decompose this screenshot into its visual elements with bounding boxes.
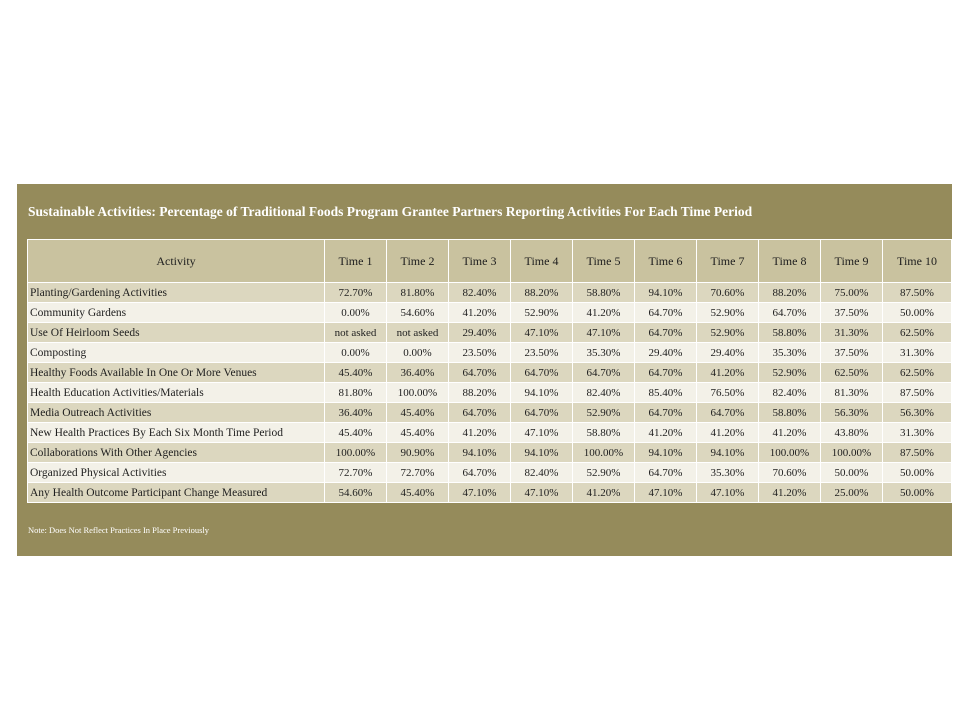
value-cell: 29.40% — [697, 343, 759, 363]
value-cell: 100.00% — [573, 443, 635, 463]
table-row — [28, 343, 952, 363]
value-cell: 64.70% — [635, 403, 697, 423]
value-cell: 23.50% — [449, 343, 511, 363]
value-cell: 54.60% — [387, 303, 449, 323]
value-cell: 82.40% — [573, 383, 635, 403]
value-cell: 94.10% — [449, 443, 511, 463]
value-cell: 56.30% — [821, 403, 883, 423]
value-cell: 72.70% — [387, 463, 449, 483]
table-row — [28, 483, 952, 503]
value-cell: 23.50% — [511, 343, 573, 363]
activity-cell: Collaborations With Other Agencies — [28, 443, 325, 463]
value-cell: 31.30% — [883, 343, 952, 363]
value-cell: 35.30% — [759, 343, 821, 363]
value-cell: 62.50% — [883, 363, 952, 383]
table-row — [28, 403, 952, 423]
value-cell: 47.10% — [511, 483, 573, 503]
value-cell: 54.60% — [325, 483, 387, 503]
value-cell: 29.40% — [635, 343, 697, 363]
column-header-time-5: Time 5 — [573, 240, 635, 283]
value-cell: 64.70% — [635, 303, 697, 323]
value-cell: 52.90% — [573, 403, 635, 423]
value-cell: 72.70% — [325, 463, 387, 483]
value-cell: 81.80% — [325, 383, 387, 403]
value-cell: 87.50% — [883, 283, 952, 303]
column-header-activity: Activity — [28, 240, 325, 283]
value-cell: 47.10% — [511, 423, 573, 443]
activity-cell: Composting — [28, 343, 325, 363]
value-cell: 50.00% — [883, 463, 952, 483]
value-cell: 47.10% — [573, 323, 635, 343]
value-cell: 64.70% — [449, 403, 511, 423]
table-row — [28, 303, 952, 323]
value-cell: 64.70% — [511, 403, 573, 423]
column-header-time-10: Time 10 — [883, 240, 952, 283]
value-cell: 47.10% — [449, 483, 511, 503]
value-cell: 62.50% — [883, 323, 952, 343]
column-header-time-1: Time 1 — [325, 240, 387, 283]
value-cell: 52.90% — [697, 303, 759, 323]
value-cell: not asked — [325, 323, 387, 343]
activity-cell: Community Gardens — [28, 303, 325, 323]
activity-cell: Any Health Outcome Participant Change Measured — [28, 483, 325, 503]
value-cell: 52.90% — [511, 303, 573, 323]
value-cell: 70.60% — [759, 463, 821, 483]
value-cell: 41.20% — [449, 303, 511, 323]
value-cell: 41.20% — [449, 423, 511, 443]
value-cell: 41.20% — [759, 423, 821, 443]
column-header-time-8: Time 8 — [759, 240, 821, 283]
value-cell: 82.40% — [449, 283, 511, 303]
value-cell: 58.80% — [759, 323, 821, 343]
value-cell: 41.20% — [697, 363, 759, 383]
value-cell: not asked — [387, 323, 449, 343]
value-cell: 35.30% — [573, 343, 635, 363]
value-cell: 47.10% — [511, 323, 573, 343]
value-cell: 94.10% — [511, 443, 573, 463]
table-row — [28, 443, 952, 463]
table-row — [28, 323, 952, 343]
activity-cell: Media Outreach Activities — [28, 403, 325, 423]
value-cell: 31.30% — [821, 323, 883, 343]
value-cell: 64.70% — [511, 363, 573, 383]
value-cell: 31.30% — [883, 423, 952, 443]
value-cell: 64.70% — [449, 463, 511, 483]
value-cell: 50.00% — [883, 303, 952, 323]
value-cell: 76.50% — [697, 383, 759, 403]
value-cell: 41.20% — [759, 483, 821, 503]
value-cell: 58.80% — [573, 423, 635, 443]
value-cell: 70.60% — [697, 283, 759, 303]
value-cell: 62.50% — [821, 363, 883, 383]
value-cell: 87.50% — [883, 383, 952, 403]
value-cell: 100.00% — [759, 443, 821, 463]
value-cell: 100.00% — [325, 443, 387, 463]
activity-cell: Health Education Activities/Materials — [28, 383, 325, 403]
header-row — [28, 240, 952, 283]
value-cell: 36.40% — [325, 403, 387, 423]
value-cell: 35.30% — [697, 463, 759, 483]
value-cell: 45.40% — [387, 423, 449, 443]
value-cell: 52.90% — [759, 363, 821, 383]
activities-table — [27, 239, 952, 503]
value-cell: 43.80% — [821, 423, 883, 443]
value-cell: 90.90% — [387, 443, 449, 463]
value-cell: 82.40% — [511, 463, 573, 483]
value-cell: 64.70% — [635, 463, 697, 483]
activity-cell: Planting/Gardening Activities — [28, 283, 325, 303]
column-header-time-6: Time 6 — [635, 240, 697, 283]
value-cell: 52.90% — [573, 463, 635, 483]
value-cell: 0.00% — [325, 343, 387, 363]
value-cell: 88.20% — [511, 283, 573, 303]
table-panel — [17, 184, 952, 556]
value-cell: 50.00% — [821, 463, 883, 483]
value-cell: 41.20% — [573, 303, 635, 323]
column-header-time-7: Time 7 — [697, 240, 759, 283]
table-row — [28, 423, 952, 443]
table-body — [28, 283, 952, 503]
value-cell: 75.00% — [821, 283, 883, 303]
column-header-time-2: Time 2 — [387, 240, 449, 283]
table-row — [28, 463, 952, 483]
value-cell: 0.00% — [387, 343, 449, 363]
value-cell: 37.50% — [821, 343, 883, 363]
activity-cell: Use Of Heirloom Seeds — [28, 323, 325, 343]
column-header-time-9: Time 9 — [821, 240, 883, 283]
value-cell: 94.10% — [635, 443, 697, 463]
value-cell: 47.10% — [635, 483, 697, 503]
value-cell: 50.00% — [883, 483, 952, 503]
value-cell: 29.40% — [449, 323, 511, 343]
value-cell: 85.40% — [635, 383, 697, 403]
column-header-time-4: Time 4 — [511, 240, 573, 283]
value-cell: 41.20% — [697, 423, 759, 443]
value-cell: 100.00% — [821, 443, 883, 463]
value-cell: 72.70% — [325, 283, 387, 303]
value-cell: 94.10% — [635, 283, 697, 303]
value-cell: 41.20% — [573, 483, 635, 503]
value-cell: 45.40% — [325, 423, 387, 443]
activity-cell: Organized Physical Activities — [28, 463, 325, 483]
value-cell: 81.30% — [821, 383, 883, 403]
table-title: Sustainable Activities: Percentage of Traditional Foods Program Grantee Partners Reporting Activities For Each Time Period — [28, 204, 753, 219]
table-row — [28, 383, 952, 403]
value-cell: 64.70% — [635, 323, 697, 343]
value-cell: 88.20% — [449, 383, 511, 403]
activity-cell: Healthy Foods Available In One Or More Venues — [28, 363, 325, 383]
value-cell: 47.10% — [697, 483, 759, 503]
table-row — [28, 283, 952, 303]
value-cell: 64.70% — [759, 303, 821, 323]
value-cell: 25.00% — [821, 483, 883, 503]
value-cell: 52.90% — [697, 323, 759, 343]
value-cell: 81.80% — [387, 283, 449, 303]
value-cell: 94.10% — [511, 383, 573, 403]
value-cell: 45.40% — [387, 403, 449, 423]
value-cell: 100.00% — [387, 383, 449, 403]
table-row — [28, 363, 952, 383]
value-cell: 58.80% — [573, 283, 635, 303]
value-cell: 37.50% — [821, 303, 883, 323]
value-cell: 64.70% — [449, 363, 511, 383]
value-cell: 82.40% — [759, 383, 821, 403]
activity-cell: New Health Practices By Each Six Month Time Period — [28, 423, 325, 443]
value-cell: 45.40% — [325, 363, 387, 383]
value-cell: 58.80% — [759, 403, 821, 423]
value-cell: 56.30% — [883, 403, 952, 423]
column-header-time-3: Time 3 — [449, 240, 511, 283]
value-cell: 94.10% — [697, 443, 759, 463]
value-cell: 64.70% — [635, 363, 697, 383]
value-cell: 45.40% — [387, 483, 449, 503]
value-cell: 88.20% — [759, 283, 821, 303]
value-cell: 64.70% — [697, 403, 759, 423]
value-cell: 64.70% — [573, 363, 635, 383]
value-cell: 87.50% — [883, 443, 952, 463]
footnote: Note: Does Not Reflect Practices In Place Previously — [28, 525, 210, 535]
value-cell: 36.40% — [387, 363, 449, 383]
value-cell: 0.00% — [325, 303, 387, 323]
value-cell: 41.20% — [635, 423, 697, 443]
